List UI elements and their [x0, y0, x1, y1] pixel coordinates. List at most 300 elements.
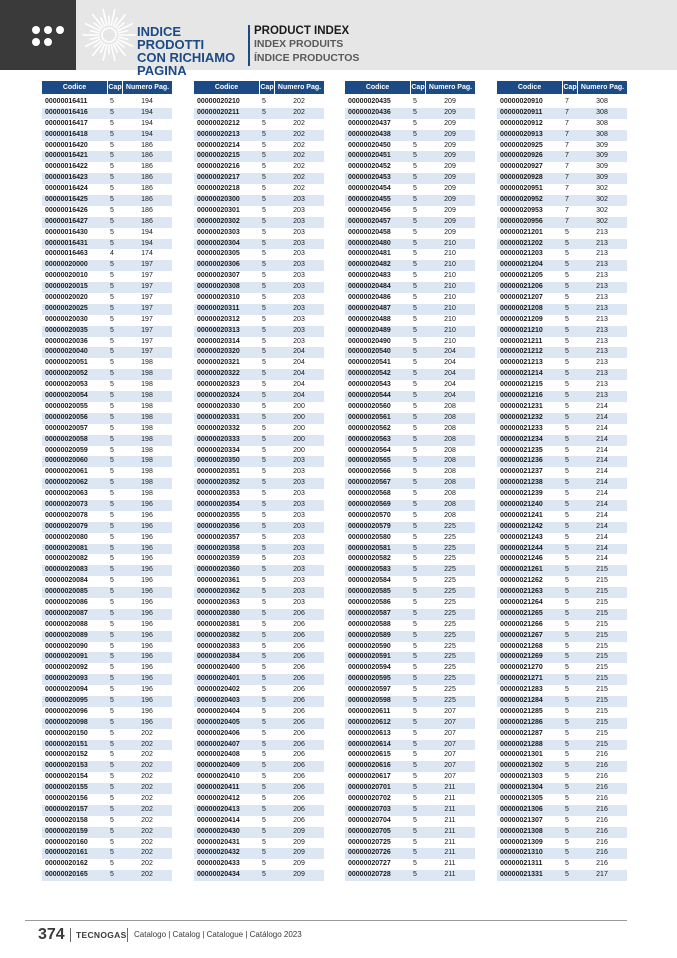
product-code: 00000016417 [45, 119, 88, 127]
product-code: 00000020598 [348, 696, 391, 704]
product-code: 00000016418 [45, 130, 88, 138]
page-number-cell: 202 [141, 838, 153, 846]
product-code: 00000021283 [500, 686, 543, 694]
product-code: 00000020313 [197, 326, 240, 334]
table-row [497, 456, 627, 467]
table-row [345, 848, 475, 859]
product-code: 00000020356 [197, 522, 240, 530]
table-row [42, 347, 172, 358]
page-number-cell: 203 [293, 283, 305, 291]
product-code: 00000020566 [348, 468, 391, 476]
page-number-cell: 214 [596, 413, 608, 421]
page-number-cell: 203 [293, 598, 305, 606]
product-code: 00000021241 [500, 511, 543, 519]
product-code: 00000021261 [500, 566, 543, 574]
product-code: 00000021305 [500, 795, 543, 802]
product-code: 00000021216 [500, 392, 543, 400]
chapter: 5 [110, 196, 114, 204]
page-number-cell: 197 [141, 348, 153, 356]
page-number-cell: 211 [444, 838, 456, 846]
page-number-cell: 213 [596, 337, 608, 345]
product-code: 00000020082 [45, 555, 88, 563]
page-number-cell: 207 [444, 762, 456, 770]
page-number-cell: 214 [596, 555, 608, 563]
table-row [42, 544, 172, 555]
page-number-cell: 208 [444, 479, 456, 487]
page-number: 374 [38, 926, 65, 943]
chapter: 5 [110, 522, 114, 530]
product-code: 00000021210 [500, 326, 543, 334]
chapter: 5 [565, 598, 569, 606]
product-code: 00000020160 [45, 838, 88, 846]
table-row [42, 554, 172, 565]
page-number-cell: 210 [444, 294, 456, 302]
page-number-cell: 203 [293, 577, 305, 585]
product-code: 00000020051 [45, 359, 88, 367]
chapter: 5 [262, 838, 266, 846]
page-number-cell: 210 [444, 239, 456, 247]
table-row [345, 260, 475, 271]
page-number-cell: 308 [596, 98, 608, 105]
chapter: 5 [110, 315, 114, 323]
chapter: 5 [110, 108, 114, 116]
table-row [345, 816, 475, 827]
chapter: 5 [565, 446, 569, 454]
index-column-4 [497, 81, 627, 881]
product-code: 00000020165 [45, 871, 88, 879]
chapter: 5 [413, 294, 417, 302]
chapter: 5 [413, 588, 417, 596]
table-row [42, 663, 172, 674]
chapter: 5 [110, 827, 114, 835]
page-number-cell: 196 [141, 555, 153, 563]
page-number-cell: 225 [444, 588, 456, 596]
chapter: 5 [262, 370, 266, 378]
product-code: 00000020321 [197, 359, 240, 367]
table-row [497, 544, 627, 555]
page-number-cell: 197 [141, 283, 153, 291]
chapter: 7 [565, 108, 569, 116]
chapter: 5 [565, 740, 569, 748]
page-number-cell: 208 [444, 468, 456, 476]
table-row [497, 685, 627, 696]
page-number-cell: 202 [141, 729, 153, 737]
page-number-cell: 203 [293, 555, 305, 563]
table-row [194, 119, 324, 130]
table-row [345, 293, 475, 304]
table-row [42, 151, 172, 162]
page-number-cell: 211 [444, 795, 456, 802]
page-number-cell: 308 [596, 130, 608, 138]
product-code: 00000020306 [197, 261, 240, 269]
chapter: 5 [262, 620, 266, 628]
product-code: 00000020080 [45, 533, 88, 541]
product-code: 00000020079 [45, 522, 88, 530]
chapter: 5 [262, 696, 266, 704]
page-number-cell: 204 [293, 370, 305, 378]
table-row [345, 805, 475, 816]
page-number-cell: 186 [141, 196, 153, 204]
table-row [345, 685, 475, 696]
table-row [42, 848, 172, 859]
page-number-cell: 215 [596, 598, 608, 606]
product-code: 00000021236 [500, 457, 543, 465]
table-row [497, 609, 627, 620]
product-code: 00000020579 [348, 522, 391, 530]
chapter: 5 [262, 283, 266, 291]
product-code: 00000020154 [45, 773, 88, 781]
page-number-cell: 213 [596, 370, 608, 378]
page-number-cell: 198 [141, 402, 153, 410]
product-code: 00000020414 [197, 816, 240, 824]
chapter: 5 [262, 642, 266, 650]
chapter: 7 [565, 98, 569, 105]
table-row [497, 642, 627, 653]
product-code: 00000020413 [197, 805, 240, 813]
product-code: 00000020000 [45, 261, 88, 269]
page-number-cell: 215 [596, 653, 608, 661]
product-code: 00000020383 [197, 642, 240, 650]
chapter: 5 [413, 468, 417, 476]
page-number-cell: 207 [444, 718, 456, 726]
table-row [497, 358, 627, 369]
chapter: 5 [413, 860, 417, 868]
table-row [497, 326, 627, 337]
chapter: 5 [262, 337, 266, 345]
page-number-cell: 209 [293, 849, 305, 857]
product-code: 00000020406 [197, 729, 240, 737]
chapter: 5 [413, 228, 417, 236]
chapter: 5 [262, 261, 266, 269]
table-row [497, 522, 627, 533]
product-code: 00000020430 [197, 827, 240, 835]
table-row [194, 489, 324, 500]
chapter: 5 [413, 424, 417, 432]
table-row [345, 195, 475, 206]
chapter: 5 [110, 141, 114, 149]
page-number-cell: 309 [596, 163, 608, 171]
product-code: 00000021243 [500, 533, 543, 541]
product-code: 00000021267 [500, 631, 543, 639]
product-code: 00000020913 [500, 130, 543, 138]
table-row [497, 228, 627, 239]
page-number-cell: 209 [444, 152, 456, 160]
product-code: 00000020483 [348, 272, 391, 280]
chapter: 5 [110, 751, 114, 759]
page-number-cell: 200 [293, 446, 305, 454]
page-number-cell: 204 [444, 392, 456, 400]
table-row [194, 478, 324, 489]
chapter: 5 [262, 588, 266, 596]
product-code: 00000020408 [197, 751, 240, 759]
table-row [345, 315, 475, 326]
product-code: 00000020568 [348, 490, 391, 498]
chapter: 5 [565, 566, 569, 574]
chapter: 5 [262, 533, 266, 541]
page-number-cell: 198 [141, 435, 153, 443]
table-row [345, 391, 475, 402]
page-number-cell: 206 [293, 609, 305, 617]
table-row [194, 260, 324, 271]
chapter: 5 [262, 729, 266, 737]
table-row [497, 249, 627, 260]
table-row [194, 130, 324, 141]
chapter: 5 [262, 653, 266, 661]
product-code: 00000020308 [197, 283, 240, 291]
table-row [194, 750, 324, 761]
product-code: 00000020083 [45, 566, 88, 574]
page-number-cell: 186 [141, 206, 153, 214]
page-number-cell: 209 [444, 108, 456, 116]
table-row [497, 239, 627, 250]
page-number-cell: 210 [444, 326, 456, 334]
page-number-cell: 198 [141, 446, 153, 454]
table-row [194, 783, 324, 794]
page-number-cell: 207 [444, 740, 456, 748]
page-number-cell: 215 [596, 696, 608, 704]
page-number-cell: 203 [293, 206, 305, 214]
table-row [497, 631, 627, 642]
table-row [42, 424, 172, 435]
table-row [194, 631, 324, 642]
page-number-cell: 215 [596, 609, 608, 617]
chapter: 5 [413, 490, 417, 498]
product-code: 00000020582 [348, 555, 391, 563]
table-row [345, 696, 475, 707]
product-code: 00000020354 [197, 500, 240, 508]
page-number-cell: 208 [444, 446, 456, 454]
chapter: 5 [262, 631, 266, 639]
chapter: 5 [565, 337, 569, 345]
page-number-cell: 196 [141, 718, 153, 726]
product-code: 00000020952 [500, 196, 543, 204]
chapter: 5 [413, 500, 417, 508]
page-number-cell: 211 [444, 860, 456, 868]
page-number-cell: 202 [293, 130, 305, 138]
chapter: 5 [413, 479, 417, 487]
chapter: 5 [565, 468, 569, 476]
product-code: 00000020360 [197, 566, 240, 574]
chapter: 5 [565, 696, 569, 704]
page-number-cell: 186 [141, 217, 153, 225]
page-number-cell: 225 [444, 642, 456, 650]
table-row [497, 293, 627, 304]
product-code: 00000020561 [348, 413, 391, 421]
table-row [345, 827, 475, 838]
product-code: 00000020405 [197, 718, 240, 726]
page-number-cell: 214 [596, 457, 608, 465]
page-number-cell: 211 [444, 849, 456, 857]
table-row [497, 108, 627, 119]
chapter: 5 [110, 816, 114, 824]
table-row [42, 587, 172, 598]
chapter: 5 [110, 174, 114, 182]
page-number-cell: 216 [596, 762, 608, 770]
page-number-cell: 206 [293, 729, 305, 737]
product-code: 00000020061 [45, 468, 88, 476]
page-number-cell: 209 [293, 827, 305, 835]
chapter: 5 [262, 326, 266, 334]
table-row [345, 369, 475, 380]
chapter: 5 [565, 729, 569, 737]
product-code: 00000020312 [197, 315, 240, 323]
product-code: 00000020036 [45, 337, 88, 345]
table-row [345, 652, 475, 663]
product-code: 00000020541 [348, 359, 391, 367]
chapter: 5 [413, 239, 417, 247]
chapter: 5 [413, 631, 417, 639]
chapter: 5 [110, 588, 114, 596]
product-code: 00000020350 [197, 457, 240, 465]
chapter: 5 [262, 566, 266, 574]
chapter: 5 [565, 620, 569, 628]
chapter: 5 [413, 413, 417, 421]
page-number-cell: 203 [293, 544, 305, 552]
product-code: 00000021303 [500, 773, 543, 781]
table-row [194, 718, 324, 729]
product-code: 00000021232 [500, 413, 543, 421]
page-number-cell: 206 [293, 718, 305, 726]
table-row [345, 358, 475, 369]
table-row [345, 718, 475, 729]
page-number-cell: 203 [293, 479, 305, 487]
table-row [194, 761, 324, 772]
chapter: 5 [110, 500, 114, 508]
table-row [345, 838, 475, 849]
page-number-cell: 203 [293, 217, 305, 225]
chapter: 5 [413, 141, 417, 149]
product-code: 00000020058 [45, 435, 88, 443]
page-number-cell: 208 [444, 402, 456, 410]
page-number-cell: 213 [596, 381, 608, 389]
table-row [497, 402, 627, 413]
chapter: 5 [413, 402, 417, 410]
product-code: 00000021208 [500, 304, 543, 312]
product-code: 00000020078 [45, 511, 88, 519]
table-row [42, 859, 172, 870]
table-row [345, 271, 475, 282]
chapter: 5 [413, 544, 417, 552]
chapter: 5 [413, 196, 417, 204]
page-number-cell: 196 [141, 511, 153, 519]
product-code: 00000020300 [197, 196, 240, 204]
table-row [345, 446, 475, 457]
chapter: 5 [110, 740, 114, 748]
page-number-cell: 209 [444, 185, 456, 193]
product-code: 00000021237 [500, 468, 543, 476]
product-code: 00000020590 [348, 642, 391, 650]
table-row [194, 358, 324, 369]
product-code: 00000020218 [197, 185, 240, 193]
header-code: Codice [517, 84, 542, 91]
product-code: 00000020702 [348, 795, 391, 802]
chapter: 5 [262, 598, 266, 606]
table-row [42, 620, 172, 631]
product-code: 00000020093 [45, 675, 88, 683]
product-code: 00000020453 [348, 174, 391, 182]
table-row [345, 674, 475, 685]
chapter: 5 [110, 838, 114, 846]
page-number-cell: 225 [444, 675, 456, 683]
chapter: 5 [110, 686, 114, 694]
table-row [345, 206, 475, 217]
chapter: 5 [262, 152, 266, 160]
product-code: 00000020030 [45, 315, 88, 323]
table-row [345, 609, 475, 620]
product-code: 00000020433 [197, 860, 240, 868]
page-number-cell: 211 [444, 827, 456, 835]
table-row [42, 467, 172, 478]
table-row [42, 533, 172, 544]
table-row [497, 848, 627, 859]
product-code: 00000020305 [197, 250, 240, 258]
product-code: 00000021215 [500, 381, 543, 389]
page-number-cell: 202 [141, 773, 153, 781]
table-row [497, 130, 627, 141]
chapter: 5 [110, 435, 114, 443]
table-row [497, 195, 627, 206]
table-row [42, 315, 172, 326]
product-code: 00000016431 [45, 239, 88, 247]
table-row [194, 740, 324, 751]
table-row [42, 380, 172, 391]
product-code: 00000020020 [45, 294, 88, 302]
page-number-cell: 214 [596, 435, 608, 443]
product-code: 00000020212 [197, 119, 240, 127]
page-number-cell: 203 [293, 196, 305, 204]
product-code: 00000020314 [197, 337, 240, 345]
table-row [42, 816, 172, 827]
product-code: 00000020490 [348, 337, 391, 345]
product-code: 00000020217 [197, 174, 240, 182]
chapter: 5 [110, 239, 114, 247]
table-row [42, 249, 172, 260]
chapter: 5 [110, 206, 114, 214]
page-number-cell: 214 [596, 468, 608, 476]
product-code: 00000020951 [500, 185, 543, 193]
product-code: 00000020564 [348, 446, 391, 454]
table-row [345, 424, 475, 435]
table-row [497, 315, 627, 326]
table-row [345, 663, 475, 674]
page-number-cell: 198 [141, 468, 153, 476]
chapter: 5 [110, 304, 114, 312]
page-number-cell: 206 [293, 816, 305, 824]
page-number-cell: 208 [444, 424, 456, 432]
chapter: 5 [262, 664, 266, 672]
table-row [42, 413, 172, 424]
chapter: 5 [565, 686, 569, 694]
page-number-cell: 206 [293, 762, 305, 770]
header-cap: Cap [562, 81, 577, 94]
page-number-cell: 214 [596, 500, 608, 508]
page-number-cell: 202 [293, 174, 305, 182]
brand-name: TECNOGAS [76, 930, 127, 940]
chapter: 5 [110, 860, 114, 868]
table-row [497, 119, 627, 130]
page-number-cell: 209 [444, 130, 456, 138]
page-number-cell: 210 [444, 261, 456, 269]
chapter: 5 [110, 762, 114, 770]
table-row [42, 609, 172, 620]
page-number-cell: 308 [596, 108, 608, 116]
chapter: 5 [413, 304, 417, 312]
product-code: 00000021307 [500, 816, 543, 824]
page-number-cell: 210 [444, 337, 456, 345]
page-number-cell: 203 [293, 490, 305, 498]
chapter: 5 [110, 729, 114, 737]
table-row [42, 228, 172, 239]
